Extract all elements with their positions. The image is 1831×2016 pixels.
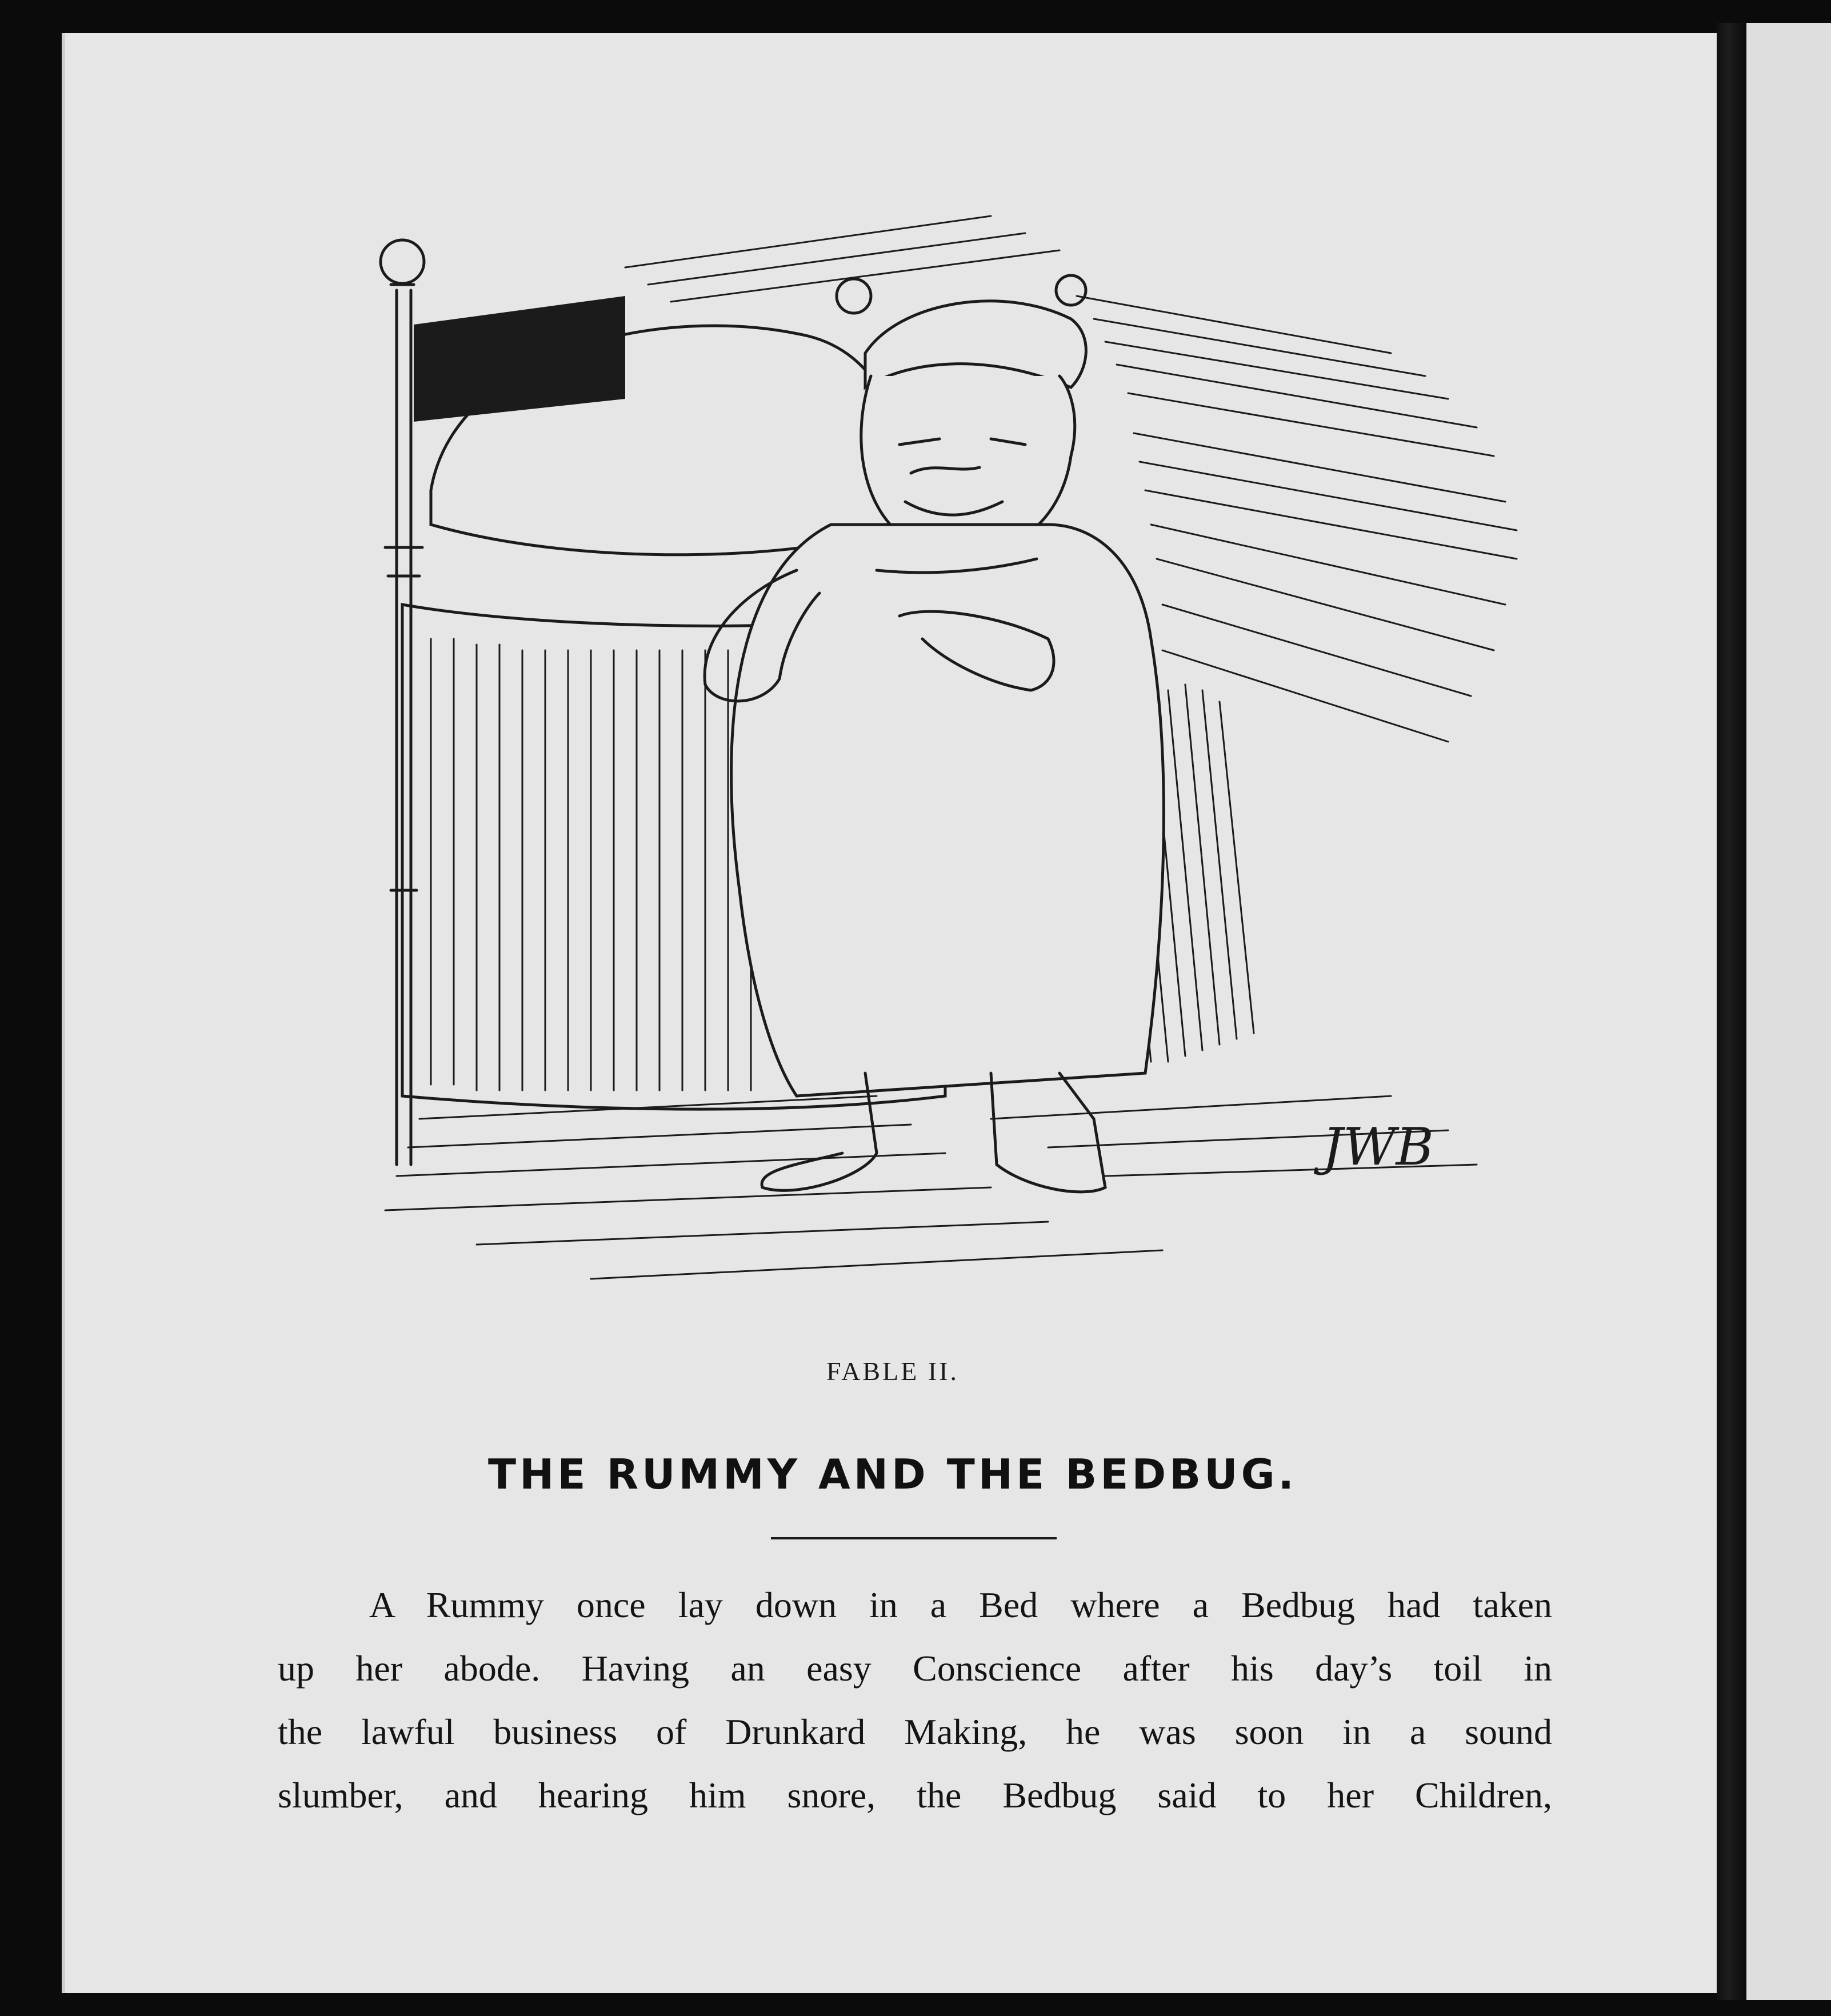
headboard [414,296,625,422]
mattress-hatching [431,639,751,1090]
book-gutter [1717,23,1746,2000]
body-line: the lawful business of Drunkard Making, he was soon in a sound [278,1711,1552,1752]
body-line: up her abode. Having an easy Conscience after his day’s toil in [278,1648,1552,1689]
book-page [62,33,1717,1993]
body-line: A Rummy once lay down in a Bed where a Bedbug had taken [369,1585,1552,1625]
fable-number-label: FABLE II. [826,1357,959,1386]
artist-signature: JWB [1322,1117,1434,1177]
title-rule [771,1537,1057,1539]
facing-page-edge [1746,23,1831,2000]
rummy-illustration [305,205,1574,1336]
fable-title: THE RUMMY AND THE BEDBUG. [487,1450,1298,1498]
rummy-figure [705,275,1164,1192]
body-line: slumber, and hearing him snore, the Bedbug said to her Children, [278,1775,1552,1815]
fable-body [278,1573,1552,1827]
